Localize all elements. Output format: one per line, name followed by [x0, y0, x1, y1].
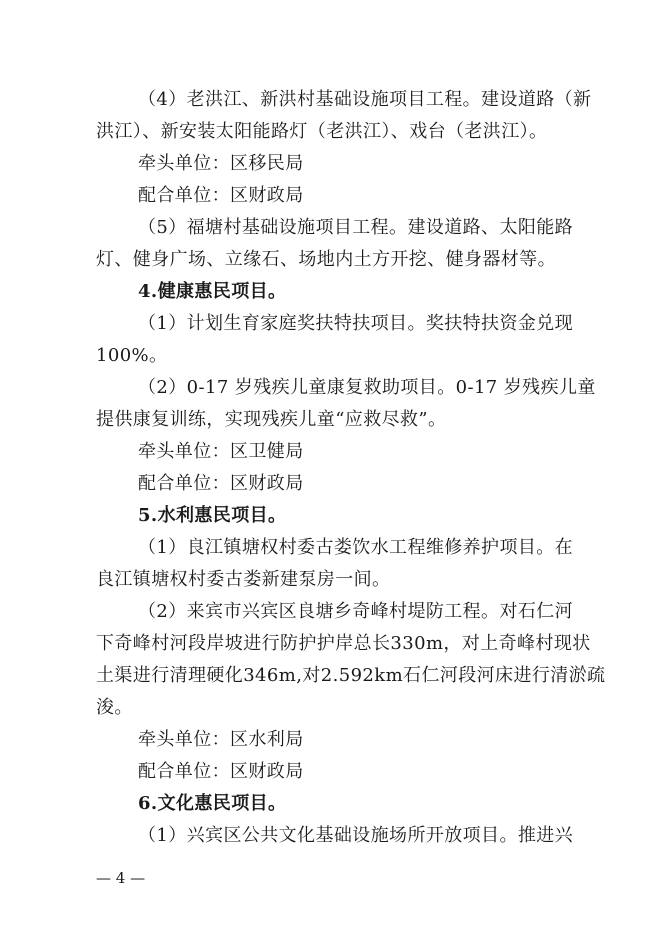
section-heading: 6.文化惠民项目。 — [138, 793, 287, 814]
paragraph-line: 牵头单位：区水利局 — [138, 729, 304, 750]
paragraph-line: （4）老洪江、新洪村基础设施项目工程。建设道路（新 — [138, 89, 592, 110]
paragraph-line: 100%。 — [96, 345, 168, 366]
paragraph-line: 下奇峰村河段岸坡进行防护护岸总长330m，对上奇峰村现状 — [96, 633, 591, 654]
paragraph-line: （2）0-17 岁残疾儿童康复救助项目。0-17 岁残疾儿童 — [138, 377, 596, 398]
paragraph-line: 提供康复训练，实现残疾儿童“应救尽救”。 — [96, 409, 447, 430]
section-heading: 4.健康惠民项目。 — [138, 281, 287, 302]
paragraph-line: 配合单位：区财政局 — [138, 473, 304, 494]
paragraph-line: 配合单位：区财政局 — [138, 185, 304, 206]
page-number: — 4 — — [96, 869, 146, 887]
paragraph-line: 洪江）、新安装太阳能路灯（老洪江）、戏台（老洪江）。 — [96, 121, 548, 142]
paragraph-line: 牵头单位：区移民局 — [138, 153, 304, 174]
section-heading: 5.水利惠民项目。 — [138, 505, 287, 526]
paragraph-line: 灯、健身广场、立缘石、场地内土方开挖、健身器材等。 — [96, 249, 556, 270]
paragraph-line: 牵头单位：区卫健局 — [138, 441, 304, 462]
paragraph-line: 配合单位：区财政局 — [138, 761, 304, 782]
paragraph-line: （1）良江镇塘权村委古娄饮水工程维修养护项目。在 — [138, 537, 574, 558]
paragraph-line: （1）兴宾区公共文化基础设施场所开放项目。推进兴 — [138, 825, 574, 846]
paragraph-line: （5）福塘村基础设施项目工程。建设道路、太阳能路 — [138, 217, 574, 238]
paragraph-line: 土渠进行清理硬化346m,对2.592km石仁河段河床进行清淤疏 — [96, 665, 606, 686]
paragraph-line: 良江镇塘权村委古娄新建泵房一间。 — [96, 569, 391, 590]
paragraph-line: （1）计划生育家庭奖扶特扶项目。奖扶特扶资金兑现 — [138, 313, 574, 334]
paragraph-line: 浚。 — [96, 697, 133, 718]
paragraph-line: （2）来宾市兴宾区良塘乡奇峰村堤防工程。对石仁河 — [138, 601, 574, 622]
